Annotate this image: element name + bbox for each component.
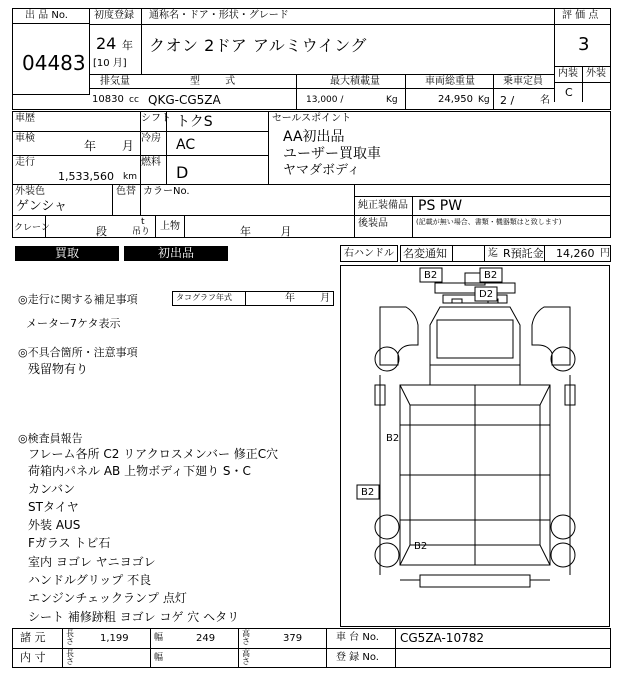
chassis-value: CG5ZA-10782 <box>400 631 484 645</box>
reg-label: 登 録 No. <box>336 652 379 663</box>
divider <box>554 8 555 102</box>
interior-label: 内装 <box>558 68 578 79</box>
reg-month: [10 月] <box>93 58 127 69</box>
damage-mark-label: D2 <box>479 289 494 300</box>
mileage-label: 走行 <box>15 157 35 168</box>
displacement-value: 10830 <box>92 94 124 105</box>
divider <box>238 628 239 668</box>
exterior-label: 外装 <box>586 68 606 79</box>
divider <box>89 88 554 89</box>
driving-note: メーター7ケタ表示 <box>26 317 121 330</box>
damage-mark-label: B2 <box>424 270 438 281</box>
interior-value: C <box>565 86 573 99</box>
inspector-line: ハンドルグリップ 不良 <box>28 573 152 587</box>
divider <box>354 215 611 216</box>
inspector-line: カンバン <box>28 482 76 496</box>
reg-year: 24 <box>96 34 117 53</box>
upper-label: 上物 <box>160 221 180 232</box>
divider <box>582 66 583 102</box>
divider <box>405 74 406 110</box>
length-label: 長さ <box>66 629 74 646</box>
sales-point-line: AA初出品 <box>283 129 345 145</box>
inspection-value: 年 月 <box>84 139 134 153</box>
divider <box>12 131 268 132</box>
reg-year-unit: 年 <box>122 39 133 52</box>
mileage-value: 1,533,560 <box>58 170 114 183</box>
recycle-value: 14,260 <box>556 247 595 260</box>
height-value: 379 <box>283 633 303 644</box>
divider <box>544 245 545 262</box>
inspector-line: シート 補修跡粗 ヨゴレ コゲ 穴 ヘタリ <box>28 610 240 624</box>
divider <box>326 628 327 668</box>
inspector-title: ◎検査員報告 <box>18 432 83 445</box>
model-label: 型 式 <box>190 76 236 87</box>
divider <box>12 94 90 95</box>
shift-label: シフト <box>141 113 171 124</box>
length-label-inner: 長さ <box>66 649 74 666</box>
inspector-line: エンジンチェックランプ 点灯 <box>28 591 187 605</box>
divider <box>112 184 113 215</box>
upper-date: 年 月 <box>240 225 292 238</box>
divider <box>268 184 611 185</box>
damage-mark-label: B2 <box>484 270 498 281</box>
divider <box>296 74 297 110</box>
truck-diagram <box>340 265 610 627</box>
divider <box>412 196 413 238</box>
first-reg-label: 初度登録 <box>94 10 134 21</box>
damage-mark-label: B2 <box>361 487 375 498</box>
gross-unit: Kg <box>478 95 490 105</box>
divider <box>268 111 269 184</box>
outer-label: 諸 元 <box>20 631 46 644</box>
inner-label: 内 寸 <box>20 651 46 664</box>
length-value: 1,199 <box>100 633 129 644</box>
purchase-bar: 買取 <box>15 246 119 261</box>
mileage-unit: km <box>123 172 137 182</box>
equipment-label: 純正装備品 <box>358 200 408 211</box>
color-no-label: カラーNo. <box>143 186 190 197</box>
chassis-label: 車 台 No. <box>336 632 379 643</box>
sales-points-label: セールスポイント <box>272 113 352 124</box>
inspector-line: STタイヤ <box>28 500 79 514</box>
width-label: 幅 <box>154 633 164 643</box>
score-value: 3 <box>578 34 590 55</box>
width-value: 249 <box>196 633 216 644</box>
inspector-line: Fガラス トビ石 <box>28 536 111 550</box>
height-label: 高さ <box>242 629 250 646</box>
aftermarket-note: (記載が無い場合、書類・機器類はと致します) <box>416 218 562 226</box>
tacho-label: タコグラフ年式 <box>176 293 232 302</box>
vehicle-name: クオン 2ドア アルミウイング <box>149 36 367 55</box>
name-change-label: 名変通知 <box>403 247 447 260</box>
divider <box>89 8 90 94</box>
model-value: QKG-CG5ZA <box>148 93 221 107</box>
fuel-label: 燃料 <box>141 157 161 168</box>
shift-value: トクS <box>176 114 213 130</box>
ext-color-value: ゲンシャ <box>16 199 68 214</box>
aftermarket-label: 後装品 <box>358 218 388 229</box>
inspector-line: 室内 ヨゴレ ヤニヨゴレ <box>28 555 156 569</box>
load-value: 13,000 / <box>306 95 344 105</box>
divider <box>484 245 485 262</box>
divider <box>89 74 554 75</box>
defect-note: 残留物有り <box>28 362 89 376</box>
sales-point-line: ヤマダボディ <box>283 163 360 178</box>
divider <box>554 82 611 83</box>
crane-suspended: 吊り <box>132 227 151 237</box>
inspector-line: フレーム各所 C2 リアクロスメンバー 修正C穴 <box>28 447 279 461</box>
inspector-line: 外装 AUS <box>28 518 81 532</box>
defect-title: ◎不具合箇所・注意事項 <box>18 346 138 359</box>
steering-value: 右ハンドル <box>344 248 394 259</box>
divider <box>155 215 156 238</box>
sales-point-line: ユーザー買取車 <box>283 146 381 162</box>
score-label: 評 価 点 <box>562 10 599 21</box>
damage-mark-label: B2 <box>414 541 428 552</box>
load-unit: Kg <box>386 95 398 105</box>
divider <box>12 648 611 649</box>
displacement-unit: cc <box>129 95 139 105</box>
crane-ton: t <box>141 217 145 227</box>
divider <box>140 184 141 215</box>
truck-body-outline <box>375 270 575 587</box>
inspector-line: 荷箱内パネル AB 上物ボディ下廻り S・C <box>28 464 251 478</box>
gross-label: 車両総重量 <box>425 76 475 87</box>
name-label: 通称名・ドア・形状・グレード <box>149 10 289 21</box>
recycle-label: R預託金 <box>503 247 544 260</box>
divider <box>245 291 246 306</box>
divider <box>395 628 396 668</box>
ac-label: 冷房 <box>141 133 161 144</box>
divider <box>452 245 453 262</box>
height-label-inner: 高さ <box>242 649 250 666</box>
divider <box>150 628 151 668</box>
divider <box>141 8 142 74</box>
divider <box>554 24 611 25</box>
divider <box>493 74 494 110</box>
divider <box>354 184 355 238</box>
driving-title: ◎走行に関する補足事項 <box>18 293 138 306</box>
capacity-unit: 名 <box>540 95 550 106</box>
lot-label: 出 品 No. <box>25 10 68 21</box>
inspection-label: 車検 <box>15 133 35 144</box>
fuel-value: D <box>176 163 189 182</box>
divider <box>62 628 63 668</box>
width-label-inner: 幅 <box>154 653 164 663</box>
capacity-value: 2 / <box>500 94 515 107</box>
equipment-value: PS PW <box>418 198 463 214</box>
damage-mark-label: B2 <box>386 433 400 444</box>
gross-value: 24,950 <box>438 94 473 105</box>
divider <box>354 196 611 197</box>
lot-number: 04483 <box>22 51 86 75</box>
divider <box>89 24 554 25</box>
ac-value: AC <box>176 137 196 153</box>
displacement-label: 排気量 <box>100 76 130 87</box>
history-label: 車歴 <box>15 113 35 124</box>
tacho-value: 年 月 <box>285 293 331 304</box>
ext-color-label: 外装色 <box>15 186 45 197</box>
capacity-label: 乗車定員 <box>503 76 543 87</box>
divider <box>12 215 354 216</box>
first-listing-bar: 初出品 <box>124 246 228 261</box>
load-label: 最大積載量 <box>330 76 380 87</box>
name-change-suffix: 迄 <box>488 248 498 259</box>
recycle-unit: 円 <box>600 248 610 259</box>
divider <box>184 215 185 238</box>
color-change-label: 色替 <box>116 186 136 197</box>
crane-label: クレーン <box>14 223 50 233</box>
divider <box>12 155 268 156</box>
crane-stage: 段 <box>96 225 107 238</box>
